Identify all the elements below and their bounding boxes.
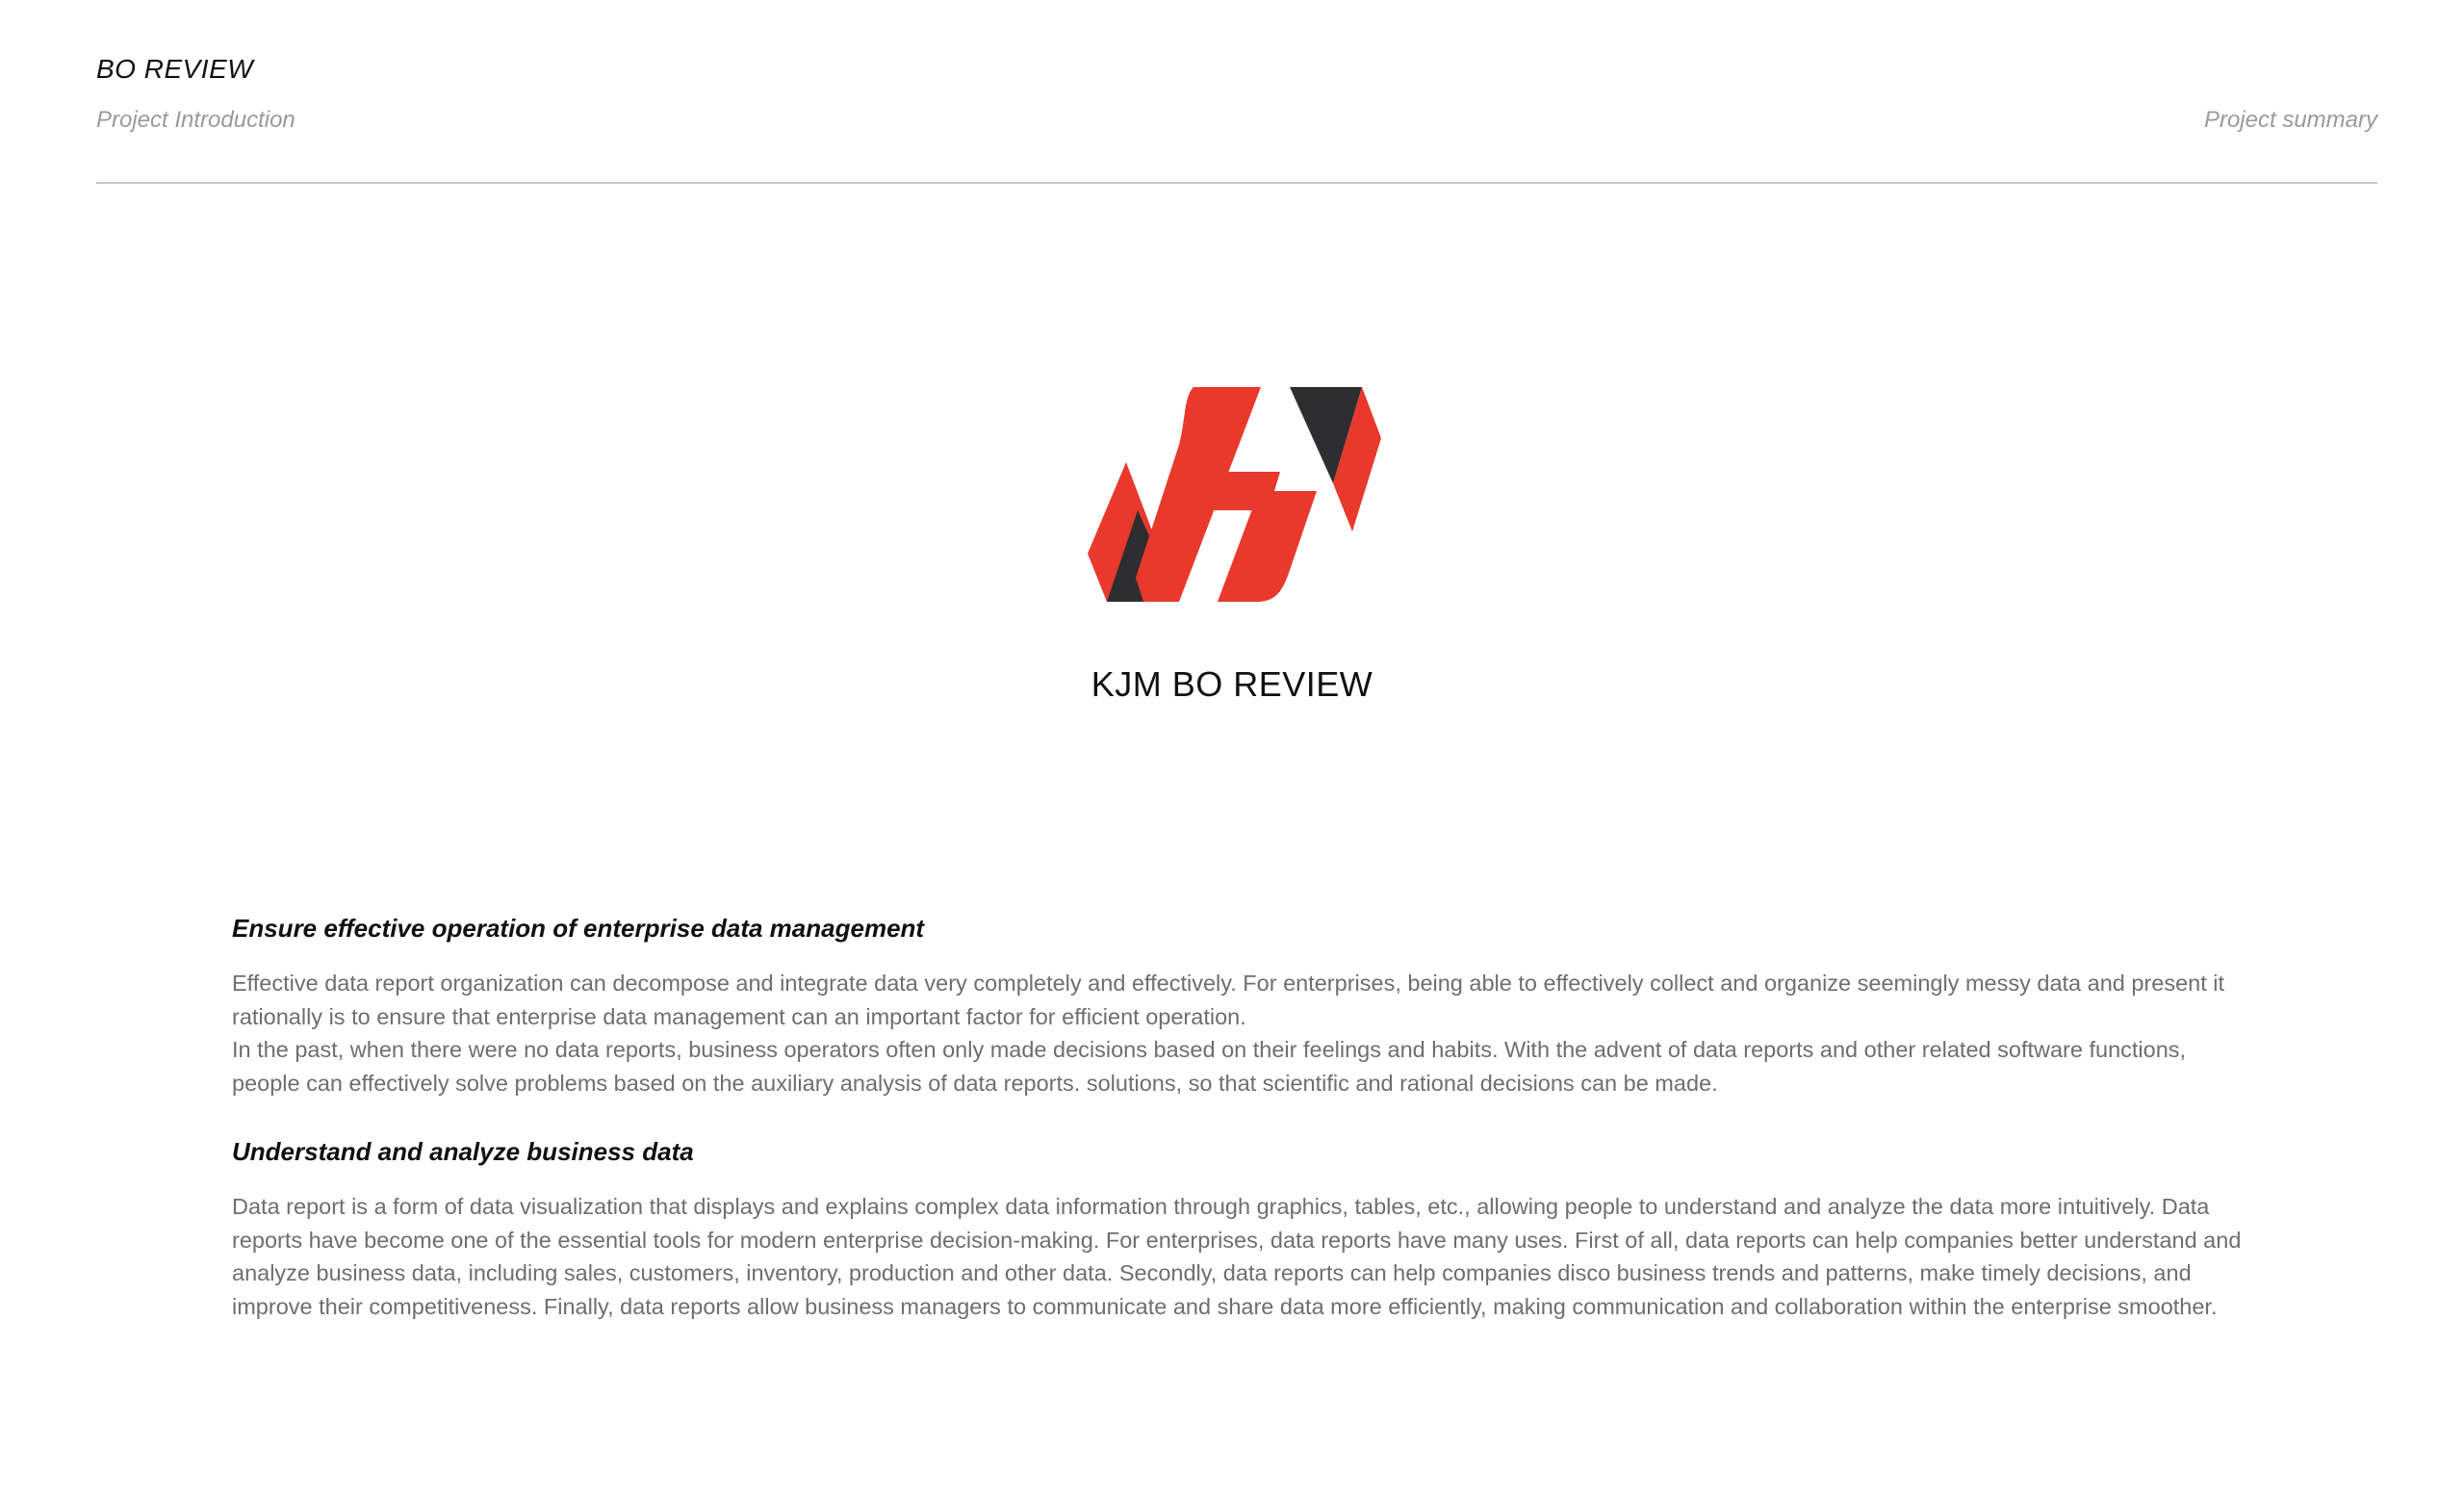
kjm-logo-icon xyxy=(1088,385,1386,607)
header-divider xyxy=(96,182,2377,184)
section-body: Effective data report organization can decompose and integrate data very completely and effectively. For enterprises, being able to effectively collect and organize seemingly messy data and present it rationally is to ensure that enterprise data management can an important factor for efficient operation. In the past, when there were no data reports, business operators often only made decisions based on their feelings and habits. With the advent of data reports and other related software functions, people can effectively solve problems based on the auxiliary analysis of data reports. solutions, so that scientific and rational decisions can be made. xyxy=(232,971,2225,1096)
section-heading: Ensure effective operation of enterprise data management xyxy=(232,914,925,943)
brand-name: KJM BO REVIEW xyxy=(1091,664,1373,704)
content-sections xyxy=(232,912,2244,1323)
section-effective-operation xyxy=(232,912,2244,1100)
section-body: Data report is a form of data visualization that displays and explains complex data information through graphics, tables, etc., allowing people to understand and analyze the data more intuitively. Data reports have become one of the essential tools for modern enterprise decision-making. For enterprises, data reports have many uses. First of all, data reports can help companies better understand and analyze business data, including sales, customers, inventory, production and other data. Secondly, data reports can help companies disco business trends and patterns, make timely decisions, and improve their competitiveness. Finally, data reports allow business managers to communicate and share data more efficiently, making communication and collaboration within the enterprise smoother. xyxy=(232,1194,2242,1319)
section-heading: Understand and analyze business data xyxy=(232,1137,694,1166)
header-title: BO REVIEW xyxy=(96,54,254,84)
header-subtitle-project-summary: Project summary xyxy=(2203,107,2377,133)
header-subtitle-project-introduction: Project Introduction xyxy=(96,107,295,133)
section-understand-analyze xyxy=(232,1135,2244,1323)
